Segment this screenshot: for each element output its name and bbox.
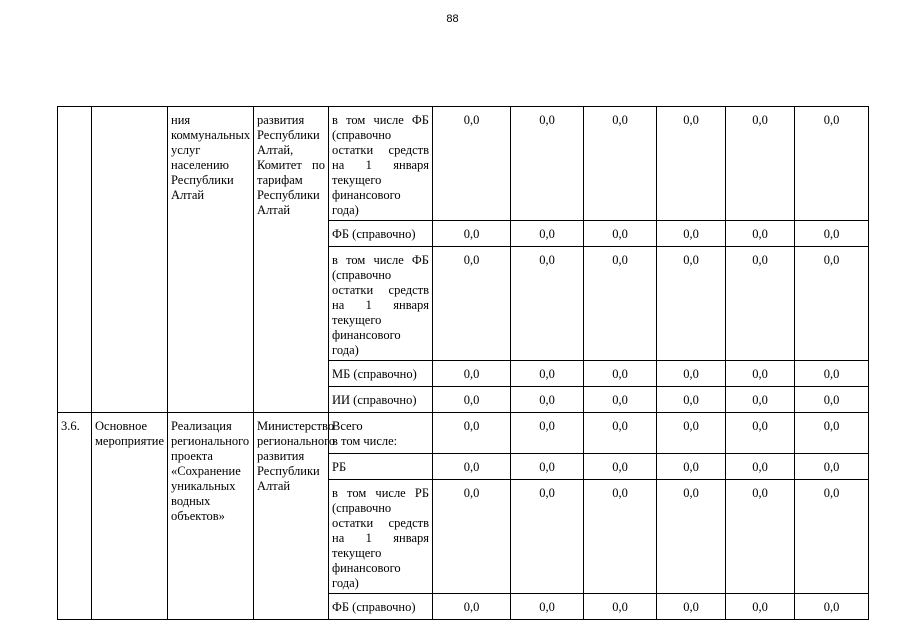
funding-value: 0,0 xyxy=(726,413,795,454)
funding-value: 0,0 xyxy=(726,454,795,480)
funding-value: 0,0 xyxy=(795,107,869,221)
funding-value: 0,0 xyxy=(584,107,657,221)
funding-source: МБ (справочно) xyxy=(329,361,433,387)
funding-value: 0,0 xyxy=(584,361,657,387)
funding-source: в том числе ФБ (справочно остатки средств на 1 января текущего финансового года) xyxy=(329,247,433,361)
funding-source: ИИ (справочно) xyxy=(329,387,433,413)
funding-source: ФБ (справочно) xyxy=(329,221,433,247)
funding-source: в том числе РБ (справочно остатки средств на 1 января текущего финансового года) xyxy=(329,480,433,594)
funding-value: 0,0 xyxy=(433,221,511,247)
funding-value: 0,0 xyxy=(795,413,869,454)
funding-source: Всего в том числе: xyxy=(329,413,433,454)
funding-value: 0,0 xyxy=(511,221,584,247)
funding-value: 0,0 xyxy=(795,387,869,413)
funding-source: ФБ (справочно) xyxy=(329,594,433,620)
funding-value: 0,0 xyxy=(433,387,511,413)
row-number xyxy=(58,107,92,413)
funding-value: 0,0 xyxy=(795,247,869,361)
table-row xyxy=(58,413,869,454)
funding-value: 0,0 xyxy=(511,387,584,413)
funding-value: 0,0 xyxy=(511,454,584,480)
funding-value: 0,0 xyxy=(726,480,795,594)
page-number: 88 xyxy=(446,13,459,25)
funding-value: 0,0 xyxy=(584,247,657,361)
funding-value: 0,0 xyxy=(433,107,511,221)
funding-value: 0,0 xyxy=(657,247,726,361)
funding-value: 0,0 xyxy=(584,480,657,594)
funding-value: 0,0 xyxy=(584,221,657,247)
funding-source: РБ xyxy=(329,454,433,480)
funding-value: 0,0 xyxy=(433,594,511,620)
funding-value: 0,0 xyxy=(726,247,795,361)
measure-executor: Министерство регионального развития Республики Алтай xyxy=(254,413,329,620)
funding-value: 0,0 xyxy=(433,413,511,454)
funding-value: 0,0 xyxy=(433,480,511,594)
funding-value: 0,0 xyxy=(795,221,869,247)
funding-value: 0,0 xyxy=(726,361,795,387)
funding-value: 0,0 xyxy=(795,594,869,620)
funding-value: 0,0 xyxy=(584,594,657,620)
funding-value: 0,0 xyxy=(795,454,869,480)
funding-value: 0,0 xyxy=(511,480,584,594)
funding-value: 0,0 xyxy=(433,454,511,480)
funding-value: 0,0 xyxy=(657,454,726,480)
funding-value: 0,0 xyxy=(795,361,869,387)
funding-value: 0,0 xyxy=(795,480,869,594)
funding-value: 0,0 xyxy=(657,480,726,594)
funding-value: 0,0 xyxy=(433,361,511,387)
funding-value: 0,0 xyxy=(726,107,795,221)
funding-value: 0,0 xyxy=(511,107,584,221)
funding-value: 0,0 xyxy=(657,107,726,221)
measure-executor: развития Республики Алтай, Комитет по тарифам Республики Алтай xyxy=(254,107,329,413)
funding-value: 0,0 xyxy=(726,387,795,413)
funding-value: 0,0 xyxy=(511,413,584,454)
funding-table xyxy=(57,106,869,620)
funding-value: 0,0 xyxy=(657,387,726,413)
measure-event: Реализация регионального проекта «Сохранение уникальных водных объектов» xyxy=(168,413,254,620)
row-number: 3.6. xyxy=(58,413,92,620)
funding-value: 0,0 xyxy=(657,221,726,247)
table-row xyxy=(58,107,869,221)
funding-value: 0,0 xyxy=(511,247,584,361)
funding-value: 0,0 xyxy=(511,361,584,387)
funding-value: 0,0 xyxy=(584,413,657,454)
funding-value: 0,0 xyxy=(511,594,584,620)
funding-value: 0,0 xyxy=(657,413,726,454)
measure-name: Основное мероприятие xyxy=(92,413,168,620)
funding-value: 0,0 xyxy=(584,454,657,480)
funding-value: 0,0 xyxy=(726,594,795,620)
funding-value: 0,0 xyxy=(584,387,657,413)
funding-source: в том числе ФБ (справочно остатки средств на 1 января текущего финансового года) xyxy=(329,107,433,221)
funding-value: 0,0 xyxy=(726,221,795,247)
funding-value: 0,0 xyxy=(657,361,726,387)
measure-name xyxy=(92,107,168,413)
funding-value: 0,0 xyxy=(433,247,511,361)
funding-value: 0,0 xyxy=(657,594,726,620)
measure-event: ния коммунальных услуг населению Республики Алтай xyxy=(168,107,254,413)
